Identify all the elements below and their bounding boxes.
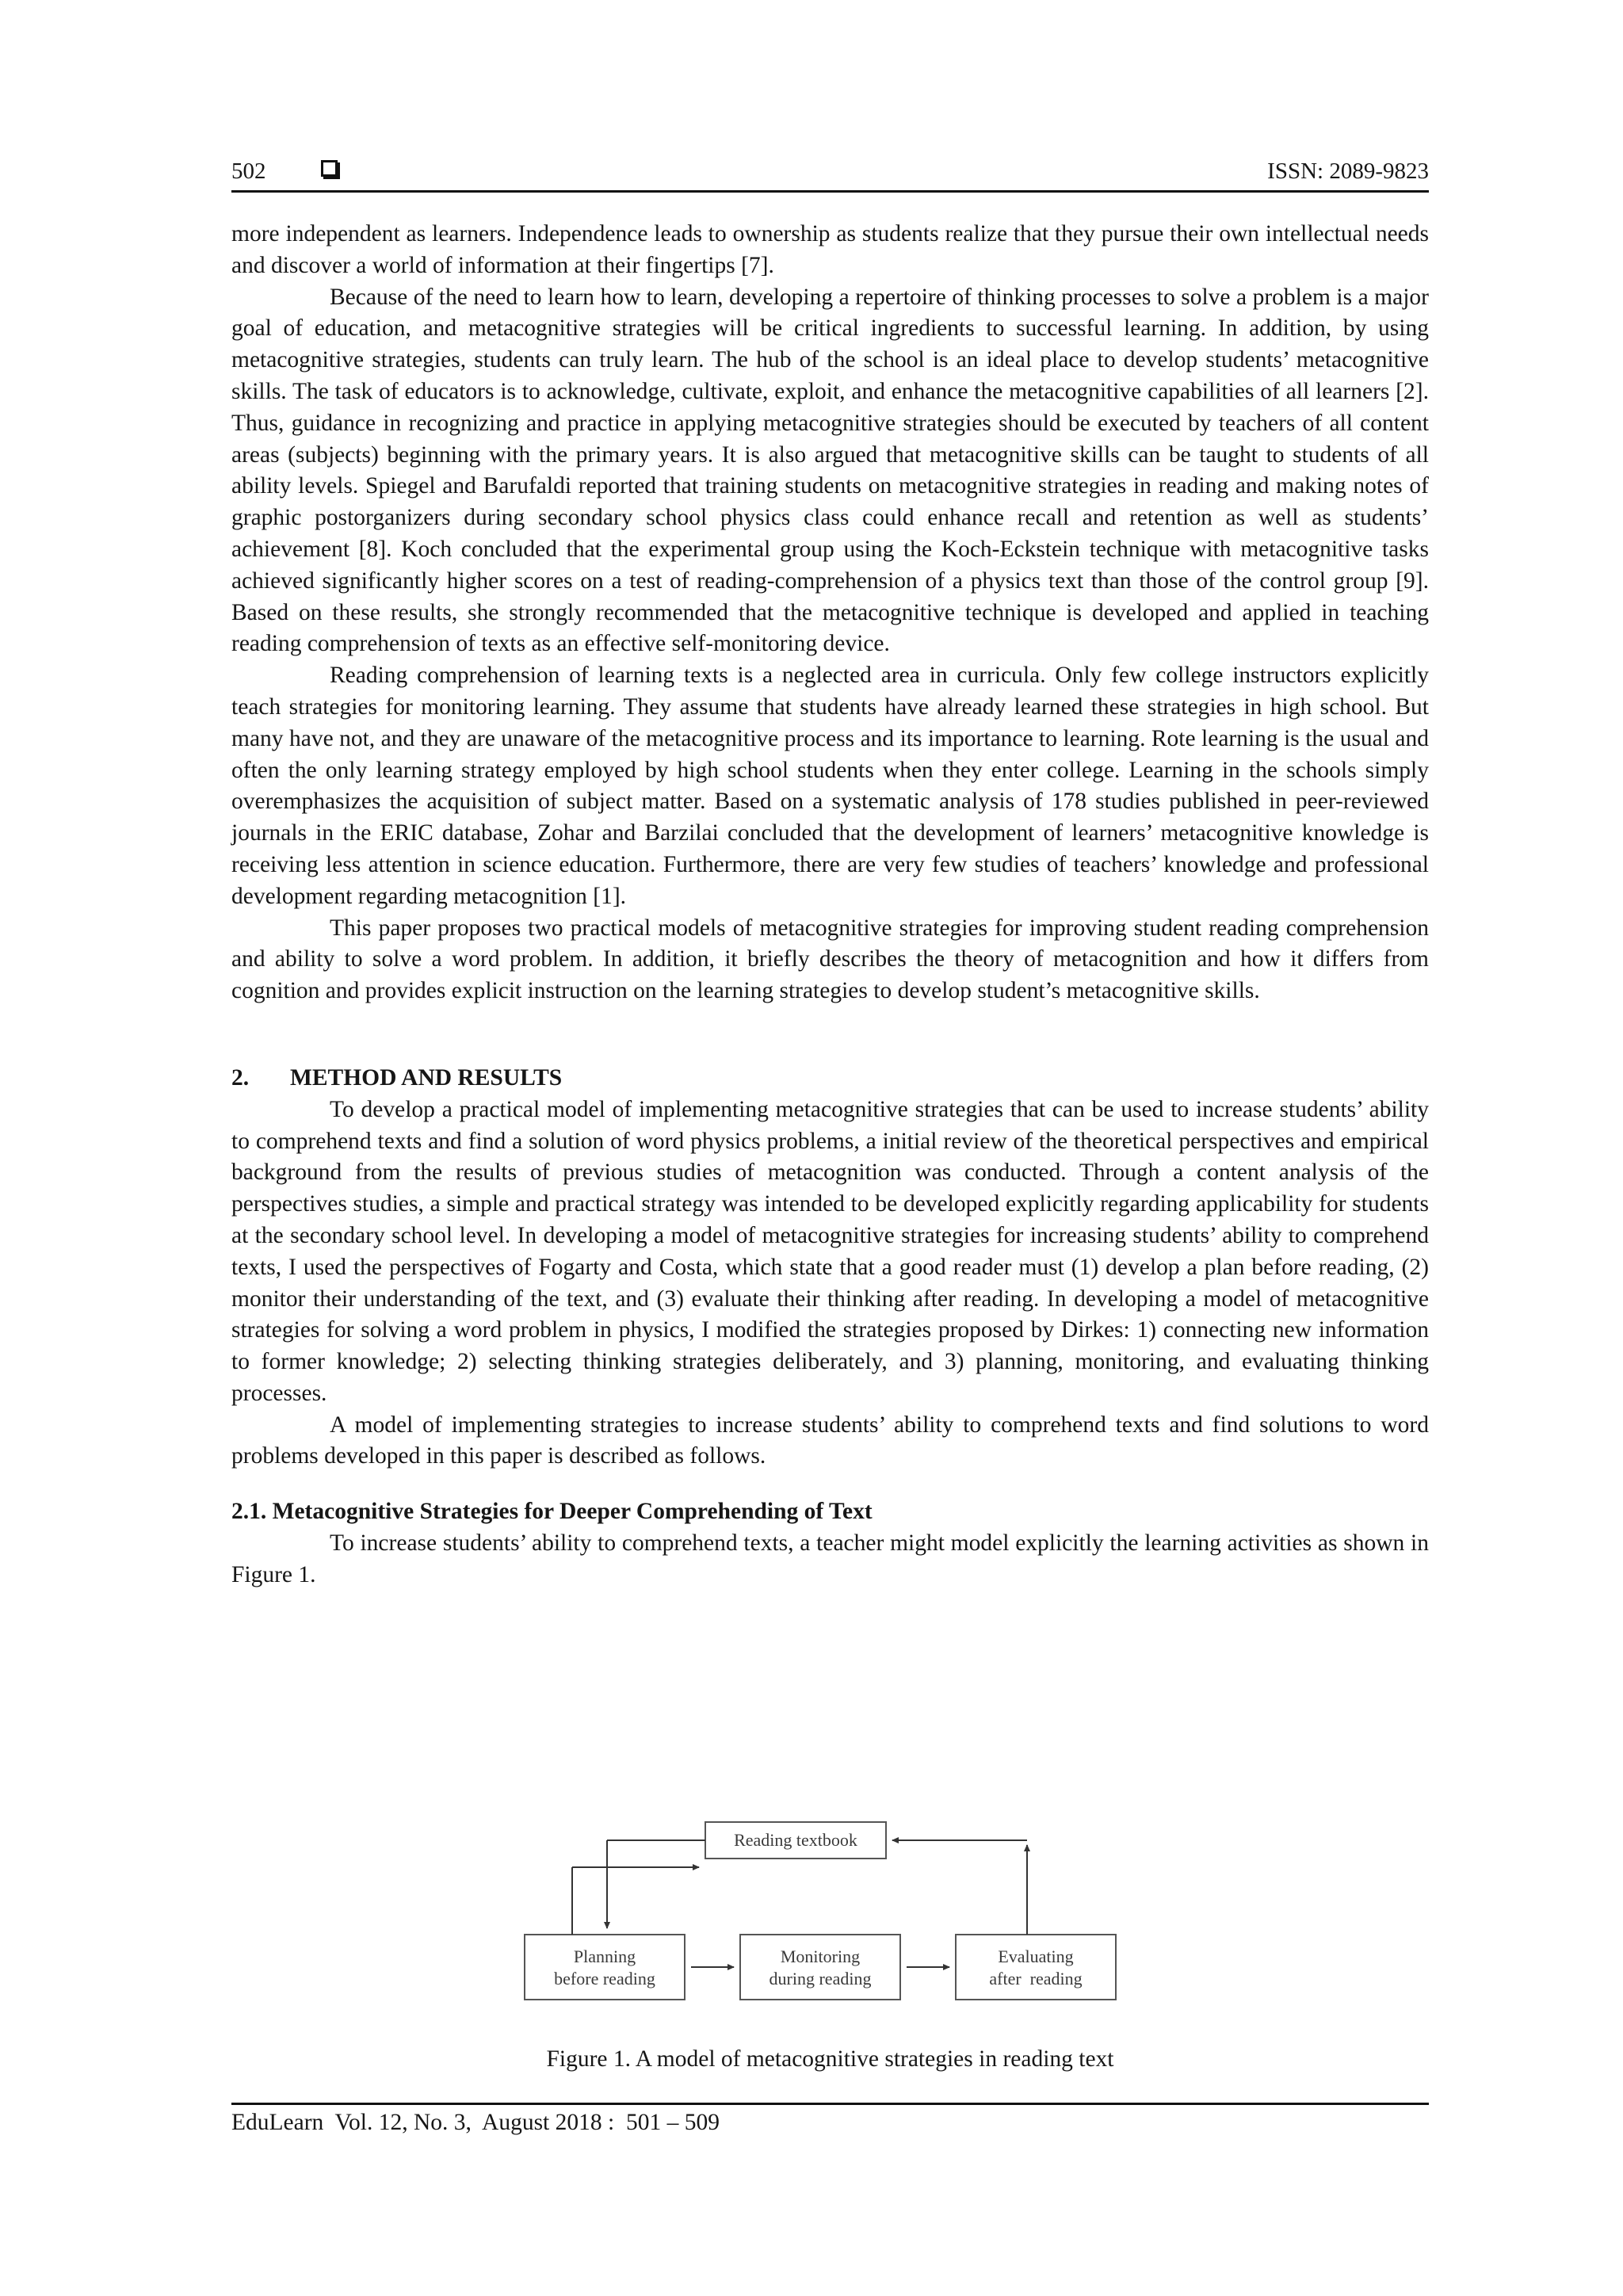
subsection-heading: 2.1. Metacognitive Strategies for Deeper Comprehending of Text	[231, 1499, 873, 1525]
planning-label	[525, 1946, 685, 1990]
section-title: METHOD AND RESULTS	[290, 1064, 563, 1091]
paragraph: Because of the need to learn how to learn, developing a repertoire of thinking processes to solve a problem is a major goal of education, and metacognitive strategies will be critical ingredients to successful learning. In addition, by using metacognitive strategies, students can truly learn. The hub of the school is an ideal place to develop students’ metacognitive skills. The task of educators is to acknowledge, cultivate, exploit, and enhance the metacognitive capabilities of all learners [2]. Thus, guidance in recognizing and practice in applying metacognitive strategies should be executed by teachers of all content areas (subjects) beginning with the primary years. It is also argued that metacognitive skills can be taught to students of all ability levels. Spiegel and Barufaldi reported that training students on metacognitive strategies in reading and making notes of graphic postorganizers during secondary school physics class could enhance recall and retention as well as students’ achievement [8]. Koch concluded that the experimental group using the Koch-Eckstein technique with metacognitive tasks achieved significantly higher scores on a test of reading-comprehension of a physics text than those of the control group [9]. Based on these results, she strongly recommended that the metacognitive technique is developed and applied in teaching reading comprehension of texts as an effective self-monitoring device.	[231, 284, 1429, 657]
monitoring-line1: Monitoring	[780, 1946, 861, 1966]
paragraph: A model of implementing strategies to increase students’ ability to comprehend texts and find solutions to word problems developed in this paper is described as follows.	[231, 1412, 1429, 1469]
paragraph: To develop a practical model of implementing metacognitive strategies that can be used to increase students’ ability to comprehend texts and find a solution of word physics problems, a initial review of the theoretical perspectives and empirical background from the results of previous studies of metacognition was conducted. Through a content analysis of the perspectives studies, a simple and practical strategy was intended to be developed explicitly regarding applicability for students at the secondary school level. In developing a model of metacognitive strategies for increasing students’ ability to comprehend texts, I used the perspectives of Fogarty and Costa, which state that a good reader must (1) develop a plan before reading, (2) monitor their understanding of the text, and (3) evaluate their thinking after reading. In developing a model of metacognitive strategies for solving a word problem in physics, I modified the strategies proposed by Dirkes: 1) connecting new information to former knowledge; 2) selecting thinking strategies deliberately, and 3) planning, monitoring, and evaluating thinking processes.	[231, 1096, 1429, 1406]
monitoring-line2: during reading	[769, 1969, 872, 1988]
monitoring-label	[740, 1946, 900, 1990]
paragraph: This paper proposes two practical models of metacognitive strategies for improving student reading comprehension and ability to solve a word problem. In addition, it briefly describes the theory of metacognition and how it differs from cognition and provides explicit instruction on the learning strategies to develop student’s metacognitive skills.	[231, 915, 1429, 1004]
reading-textbook-label: Reading textbook	[734, 1830, 857, 1850]
evaluating-label	[956, 1946, 1116, 1990]
header-rule	[231, 190, 1429, 193]
planning-line1: Planning	[573, 1946, 636, 1966]
evaluating-line2: after reading	[989, 1969, 1083, 1988]
section-number: 2.	[231, 1064, 250, 1091]
paragraph: more independent as learners. Independence leads to ownership as students realize that they pursue their own intellectual needs and discover a world of information at their fingertips [7].	[231, 221, 1429, 278]
section-heading	[231, 1063, 1429, 1095]
page-number: 502	[231, 159, 266, 184]
body-text	[231, 219, 1429, 1591]
issn-label: ISSN: 2089-9823	[1267, 159, 1429, 184]
figure-1-diagram	[515, 1810, 1149, 2016]
footer-rule	[231, 2103, 1429, 2105]
figure-caption: Figure 1. A model of metacognitive strategies in reading text	[546, 2046, 1114, 2072]
paragraph: Reading comprehension of learning texts is a neglected area in curricula. Only few college instructors explicitly teach strategies for monitoring learning. They assume that students have already learned these strategies in high school. But many have not, and they are unaware of the metacognitive process and its importance to learning. Rote learning is the usual and often the only learning strategy employed by high school students when they enter college. Learning in the schools simply overemphasizes the acquisition of subject matter. Based on a systematic analysis of 178 studies published in peer-reviewed journals in the ERIC database, Zohar and Barzilai concluded that the development of learners’ metacognitive knowledge is receiving less attention in science education. Furthermore, there are very few studies of teachers’ knowledge and professional development regarding metacognition [1].	[231, 663, 1429, 909]
journal-footer: EduLearn Vol. 12, No. 3, August 2018 : 501 – 509	[231, 2110, 720, 2135]
evaluating-line1: Evaluating	[998, 1946, 1074, 1966]
checkbox-square-icon	[321, 160, 338, 177]
paragraph: To increase students’ ability to comprehend texts, a teacher might model explicitly the learning activities as shown in Figure 1.	[231, 1530, 1429, 1587]
page-header	[231, 152, 1429, 192]
planning-line2: before reading	[554, 1969, 655, 1988]
